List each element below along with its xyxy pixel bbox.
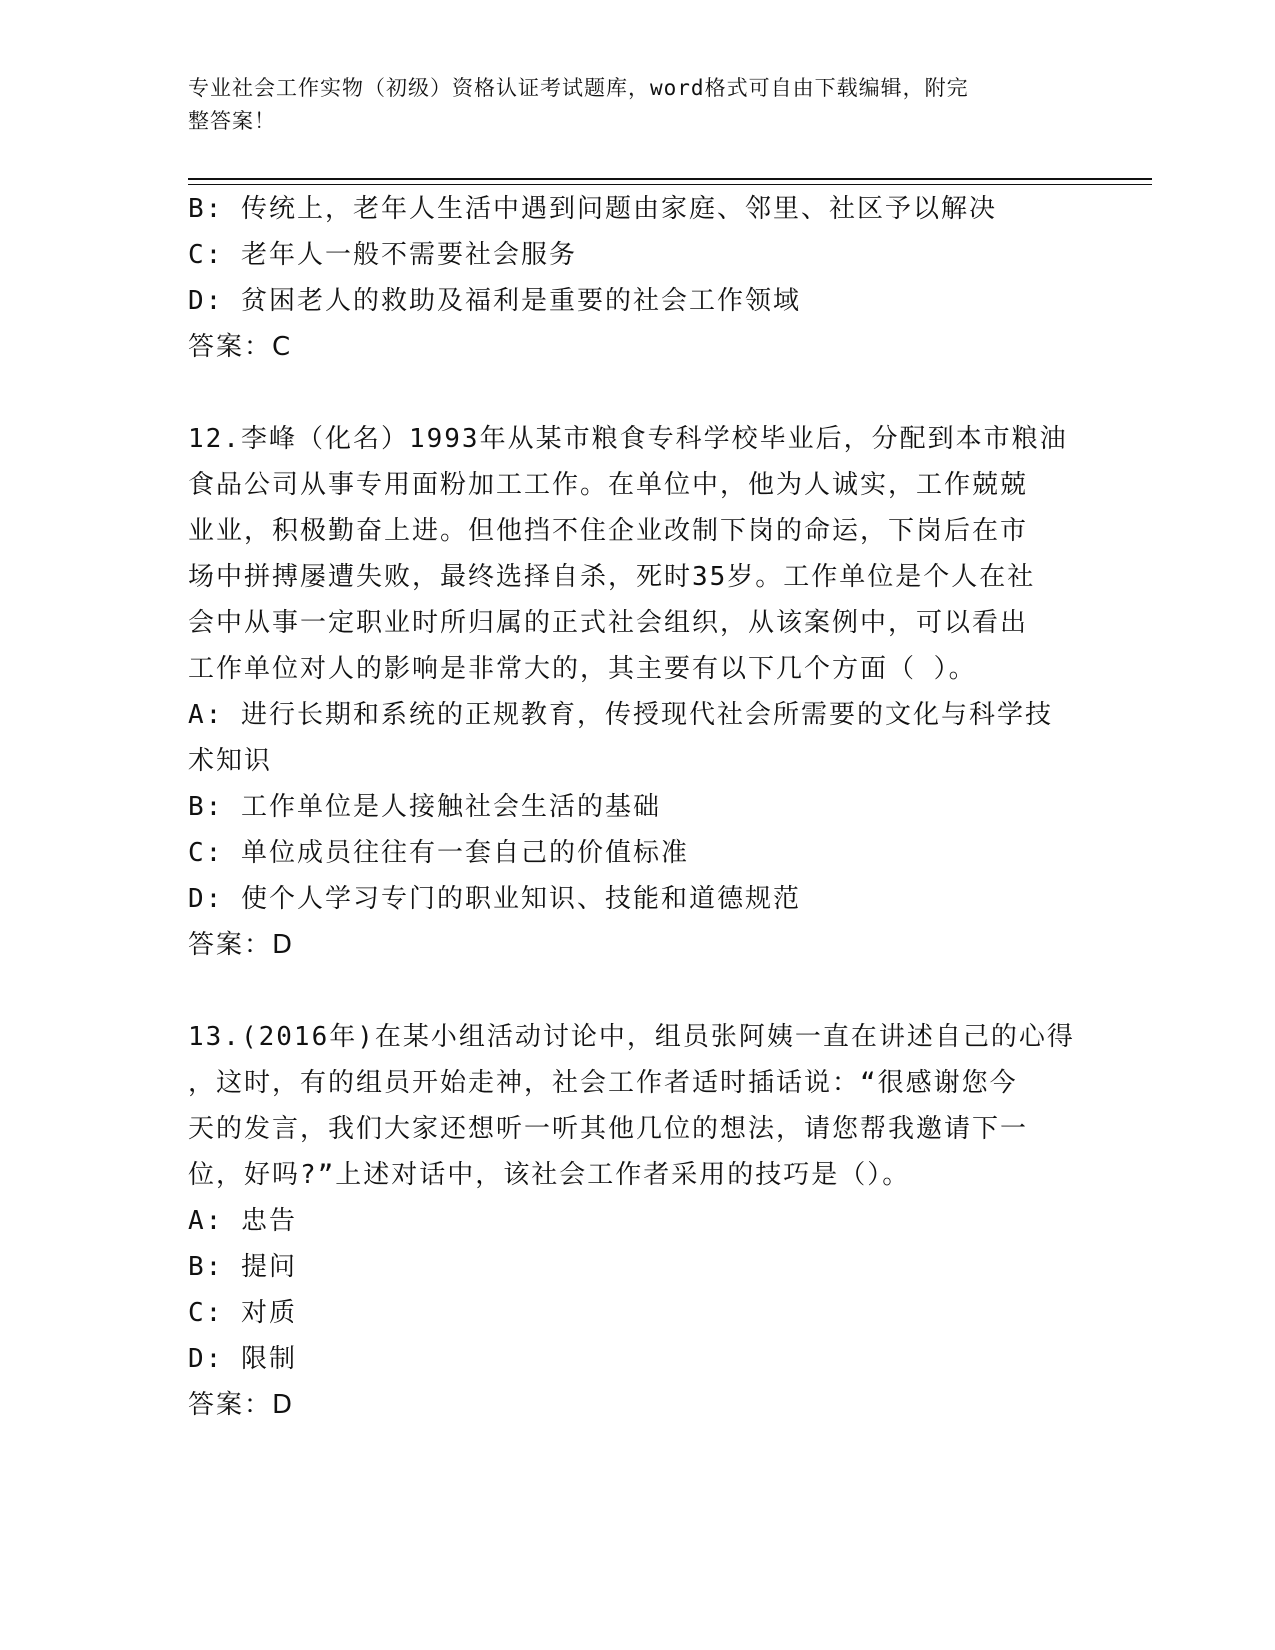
option-d: D: 贫困老人的救助及福利是重要的社会工作领域	[188, 286, 801, 316]
question-11	[188, 186, 1088, 370]
option-b: B: 传统上，老年人生活中遇到问题由家庭、邻里、社区予以解决	[188, 194, 997, 224]
option-d: D: 限制	[188, 1344, 297, 1374]
option-a-line: A: 进行长期和系统的正规教育，传授现代社会所需要的文化与科学技	[188, 700, 1053, 730]
stem-line: 12.李峰（化名）1993年从某市粮食专科学校毕业后，分配到本市粮油	[188, 424, 1068, 454]
stem-line: 业业，积极勤奋上进。但他挡不住企业改制下岗的命运，下岗后在市	[188, 516, 1029, 546]
stem-line: 位，好吗?”上述对话中，该社会工作者采用的技巧是（）。	[188, 1160, 911, 1190]
header-line-1: 专业社会工作实物（初级）资格认证考试题库，word格式可自由下载编辑，附完	[188, 76, 969, 100]
question-list	[188, 186, 1088, 1474]
question-stem	[188, 416, 1088, 692]
stem-line: 工作单位对人的影响是非常大的，其主要有以下几个方面（ ）。	[188, 654, 977, 684]
stem-line: 天的发言，我们大家还想听一听其他几位的想法，请您帮我邀请下一	[188, 1114, 1029, 1144]
stem-line: 会中从事一定职业时所归属的正式社会组织，从该案例中，可以看出	[188, 608, 1029, 638]
question-13	[188, 1014, 1088, 1428]
option-c: C: 单位成员往往有一套自己的价值标准	[188, 838, 689, 868]
stem-line: 食品公司从事专用面粉加工工作。在单位中，他为人诚实，工作兢兢	[188, 470, 1029, 500]
option-a: A: 忠告	[188, 1206, 297, 1236]
header-line-2: 整答案！	[188, 109, 276, 133]
option-d: D: 使个人学习专门的职业知识、技能和道德规范	[188, 884, 801, 914]
answer-label: 答案：D	[188, 1390, 295, 1420]
option-c: C: 对质	[188, 1298, 297, 1328]
document-header	[188, 72, 1068, 138]
header-rule-thick	[188, 178, 1152, 180]
option-b: B: 提问	[188, 1252, 297, 1282]
header-rule-thin	[188, 184, 1152, 185]
answer-label: 答案：C	[188, 332, 293, 362]
option-b: B: 工作单位是人接触社会生活的基础	[188, 792, 661, 822]
option-c: C: 老年人一般不需要社会服务	[188, 240, 577, 270]
option-a	[188, 692, 1088, 784]
question-12	[188, 416, 1088, 968]
answer-label: 答案：D	[188, 930, 295, 960]
stem-line: 13.(2016年)在某小组活动讨论中，组员张阿姨一直在讲述自己的心得	[188, 1022, 1075, 1052]
option-a-line: 术知识	[188, 746, 273, 776]
question-stem	[188, 1014, 1088, 1198]
stem-line: ，这时，有的组员开始走神，社会工作者适时插话说：“很感谢您今	[188, 1068, 1018, 1098]
stem-line: 场中拼搏屡遭失败，最终选择自杀，死时35岁。工作单位是个人在社	[188, 562, 1036, 592]
